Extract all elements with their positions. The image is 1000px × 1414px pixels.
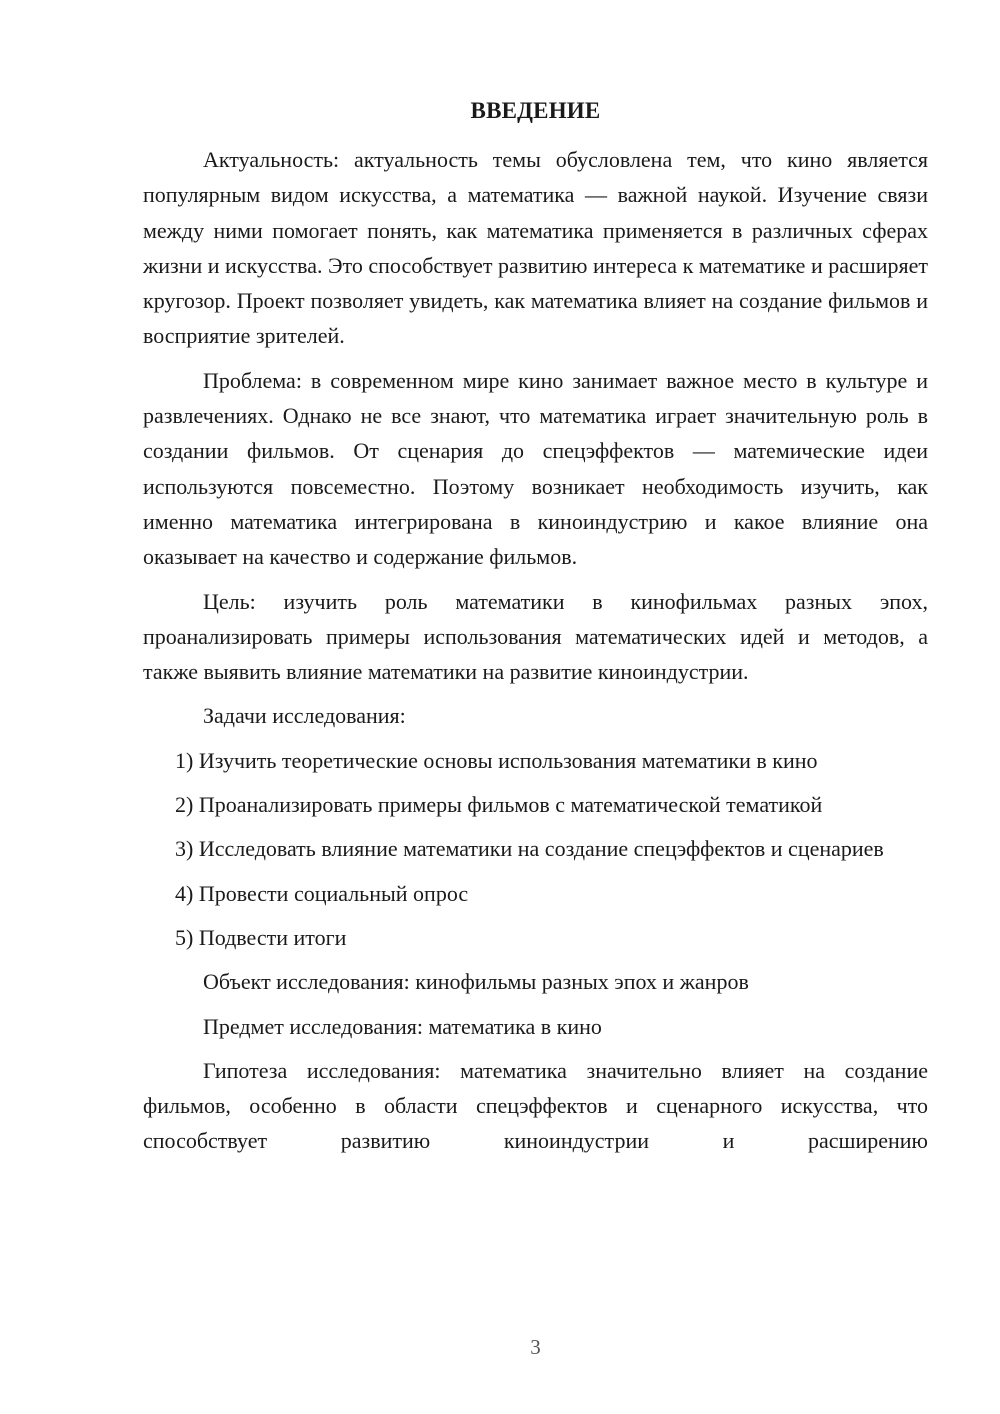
paragraph-hypothesis: Гипотеза исследования: математика значительно влияет на создание фильмов, особенно в области спецэффектов и сценарного искусства, что способствует развитию киноиндустрии и расширению	[143, 1057, 928, 1154]
paragraph-goal: Цель: изучить роль математики в кинофильмах разных эпох, проанализировать примеры использования математических идей и методов, а также выявить влияние математики на развитие киноиндустрии.	[143, 588, 928, 685]
task-item-4: 4) Провести социальный опрос	[175, 880, 469, 906]
section-heading: ВВЕДЕНИЕ	[470, 98, 601, 123]
task-item-2: 2) Проанализировать примеры фильмов с математической тематикой	[175, 792, 823, 818]
body-text	[143, 142, 928, 1168]
document-page	[143, 0, 928, 1414]
paragraph-object: Объект исследования: кинофильмы разных эпох и жанров	[203, 969, 749, 995]
paragraph-relevance: Актуальность: актуальность темы обусловлена тем, что кино является популярным видом искусства, а математика — важной наукой. Изучение связи между ними помогает понять, как математика применяется в различных сферах жизни и искусства. Это способствует развитию интереса к математике и расширяет кругозор. Проект позволяет увидеть, как математика влияет на создание фильмов и восприятие зрителей.	[143, 147, 928, 349]
paragraph-problem: Проблема: в современном мире кино занимает важное место в культуре и развлечениях. Однако не все знают, что математика играет значительную роль в создании фильмов. От сценария до спецэффектов — матемические идеи используются повсеместно. Поэтому возникает необходимость изучить, как именно математика интегрирована в киноиндустрию и какое влияние она оказывает на качество и содержание фильмов.	[143, 367, 928, 570]
task-item-5: 5) Подвести итоги	[175, 924, 347, 950]
task-item-1: 1) Изучить теоретические основы использования математики в кино	[175, 747, 818, 773]
paragraph-tasks-heading: Задачи исследования:	[203, 703, 406, 729]
page-number: 3	[530, 1335, 541, 1359]
task-item-3: 3) Исследовать влияние математики на создание спецэффектов и сценариев	[175, 836, 884, 862]
paragraph-subject: Предмет исследования: математика в кино	[203, 1013, 602, 1039]
